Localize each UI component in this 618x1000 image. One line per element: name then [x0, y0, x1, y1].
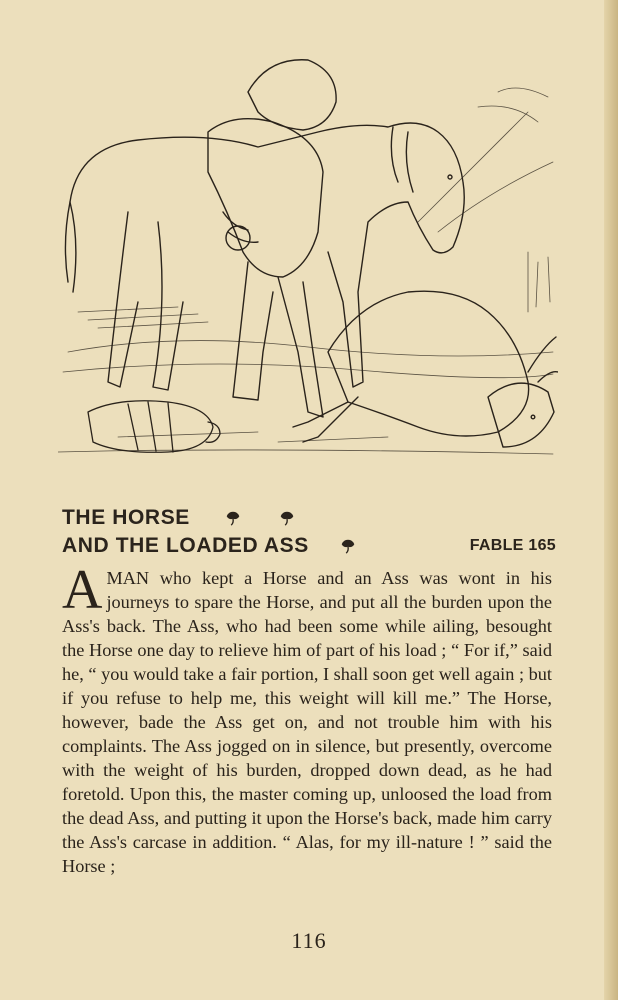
- fallen-ass-figure: [293, 291, 558, 447]
- title-line-2: AND THE LOADED ASS: [62, 534, 309, 557]
- pack-bundle: [88, 401, 220, 453]
- page-gutter-shadow: [604, 0, 618, 1000]
- fable-number: FABLE 165: [469, 537, 556, 554]
- fable-text: MAN who kept a Horse and an Ass was wont in his journeys to spare the Horse, and put all the burden upon the Ass's back. The Ass, who had been some while ailing, besought the Horse one day to relieve him of part of his load ; “ For if,” said he, “ you would take a fair portion, I shall soon get well again ; but if you refuse to help me, this weight will kill me.” The Horse, however, bade the Ass get on, and not trouble him with his complaints. The Ass jogged on in silence, but presently, overcome with the weight of his burden, dropped down dead, as he had foretold. Upon this, the master coming up, unloosed the load from the dead Ass, and putting it upon the Horse's back, made him carry the Ass's carcase in addition. “ Alas, for my ill-nature ! ” said the Horse ;: [62, 568, 552, 876]
- fable-heading: [62, 504, 556, 560]
- engraving-illustration: [58, 52, 558, 470]
- page-number: 116: [291, 928, 327, 953]
- heading-line-2: [62, 532, 556, 560]
- horse-figure: [65, 123, 464, 390]
- fable-body: [62, 559, 552, 878]
- man-figure: [208, 60, 336, 417]
- drop-cap: A: [62, 559, 103, 621]
- heading-line-1: [62, 504, 556, 532]
- fable-paragraph: [62, 559, 552, 878]
- ivy-leaf-fleuron-icon: [278, 509, 296, 527]
- ivy-leaf-fleuron-icon: [224, 509, 242, 527]
- title-line-1: THE HORSE: [62, 506, 190, 529]
- ivy-leaf-fleuron-icon: [339, 537, 357, 555]
